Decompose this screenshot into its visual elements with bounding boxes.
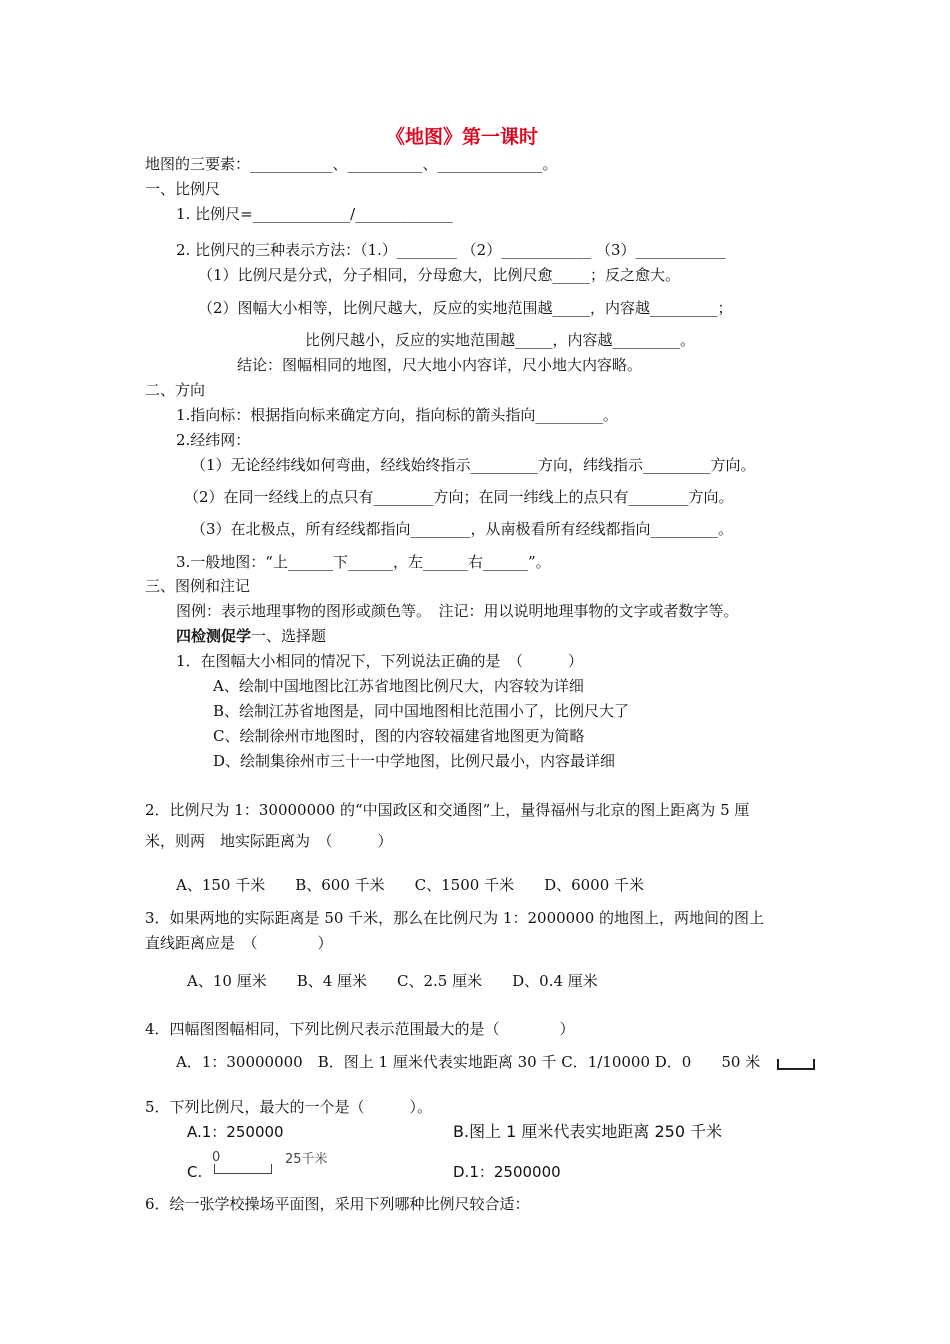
question-1-option-d: D、绘制集徐州市三十一中学地图，比例尺最小，内容最详细 — [213, 752, 616, 770]
question-5-option-a: A.1：250000 — [187, 1123, 284, 1141]
scale-methods-line: 2. 比例尺的三种表示方法：（1.）________ （2）____________ （3）____________ — [176, 241, 726, 259]
question-1-stem: 1．在图幅大小相同的情况下，下列说法正确的是 （ ） — [176, 652, 584, 670]
graticule-rule-3: （3）在北极点，所有经线都指向________，从南极看所有经线都指向_________。 — [191, 520, 734, 538]
scale-definition-line: 1. 比例尺=_____________/_____________ — [176, 205, 453, 223]
graticule-heading: 2.经纬网： — [176, 431, 251, 449]
question-2-stem-2: 米，则两 地实际距离为 （ ） — [145, 832, 393, 850]
scale-rule-2: （2）图幅大小相等，比例尺越大，反应的实地范围越_____，内容越_________； — [198, 299, 733, 317]
section-4-heading-bold: 四检测促学 — [176, 627, 252, 645]
linear-scale-bar-icon — [214, 1164, 272, 1174]
question-2-stem-1: 2．比例尺为 1：30000000 的“中国政区和交通图”上，量得福州与北京的图上距离为 5 厘 — [145, 801, 750, 819]
section-2-heading: 二、方向 — [145, 381, 206, 399]
question-2-options: A、150 千米 B、600 千米 C、1500 千米 D、6000 千米 — [176, 876, 645, 894]
question-1-option-a: A、绘制中国地图比江苏省地图比例尺大，内容较为详细 — [213, 677, 584, 695]
scale-conclusion: 结论：图幅相同的地图，尺大地小内容详，尺小地大内容略。 — [237, 356, 643, 374]
question-1-option-b: B、绘制江苏省地图是，同中国地图相比范围小了，比例尺大了 — [213, 702, 630, 720]
question-6-stem: 6．绘一张学校操场平面图，采用下列哪种比例尺较合适： — [145, 1195, 530, 1213]
scale-bar-icon — [777, 1059, 815, 1070]
question-1-option-c: C、绘制徐州市地图时，图的内容较福建省地图更为简略 — [213, 727, 585, 745]
question-3-options: A、10 厘米 B、4 厘米 C、2.5 厘米 D、0.4 厘米 — [187, 972, 598, 990]
question-4-options: A．1：30000000 B．图上 1 厘米代表实地距离 30 千 C．1/10000 D．0 50 米 — [176, 1053, 761, 1071]
section-1-heading: 一、比例尺 — [145, 180, 221, 198]
section-4-heading — [176, 626, 326, 646]
section-3-heading: 三、图例和注记 — [145, 577, 251, 595]
page-title: 《地图》第一课时 — [386, 126, 539, 148]
section-4-heading-rest: 一、选择题 — [251, 627, 327, 645]
scale-rule-3: 比例尺越小，反应的实地范围越_____，内容越_________。 — [305, 331, 696, 349]
question-4-stem: 4．四幅图图幅相同，下列比例尺表示范围最大的是（ ） — [145, 1020, 575, 1038]
question-5-option-b: B.图上 1 厘米代表实地距离 250 千米 — [453, 1122, 723, 1141]
question-3-stem-1: 3．如果两地的实际距离是 50 千米，那么在比例尺为 1：2000000 的地图上，两地间的图上 — [145, 909, 765, 927]
question-5-stem: 5．下列比例尺，最大的一个是（ ）。 — [145, 1098, 433, 1116]
question-5-option-d: D.1：2500000 — [453, 1163, 561, 1181]
question-5-option-c: C. — [187, 1163, 203, 1181]
question-3-stem-2: 直线距离应是 （ ） — [145, 934, 333, 952]
graticule-rule-2: （2）在同一经线上的点只有________方向；在同一纬线上的点只有________方向。 — [184, 488, 734, 506]
scale-rule-1: （1）比例尺是分式，分子相同，分母愈大，比例尺愈_____；反之愈大。 — [198, 266, 681, 284]
legend-annotation-line: 图例：表示地理事物的图形或颜色等。 注记：用以说明地理事物的文字或者数字等。 — [176, 602, 739, 620]
scale-bar-distance-label: 25千米 — [285, 1152, 328, 1167]
general-map-direction: 3.一般地图：“上______下______，左______右______”。 — [176, 553, 551, 571]
direction-pointer-line: 1.指向标：根据指向标来确定方向，指向标的箭头指向_________。 — [176, 406, 618, 424]
intro-line: 地图的三要素：___________、__________、______________。 — [145, 155, 558, 173]
scale-bar-zero-label: 0 — [212, 1150, 221, 1165]
graticule-rule-1: （1）无论经纬线如何弯曲，经线始终指示_________方向，纬线指示_________方向。 — [191, 456, 756, 474]
